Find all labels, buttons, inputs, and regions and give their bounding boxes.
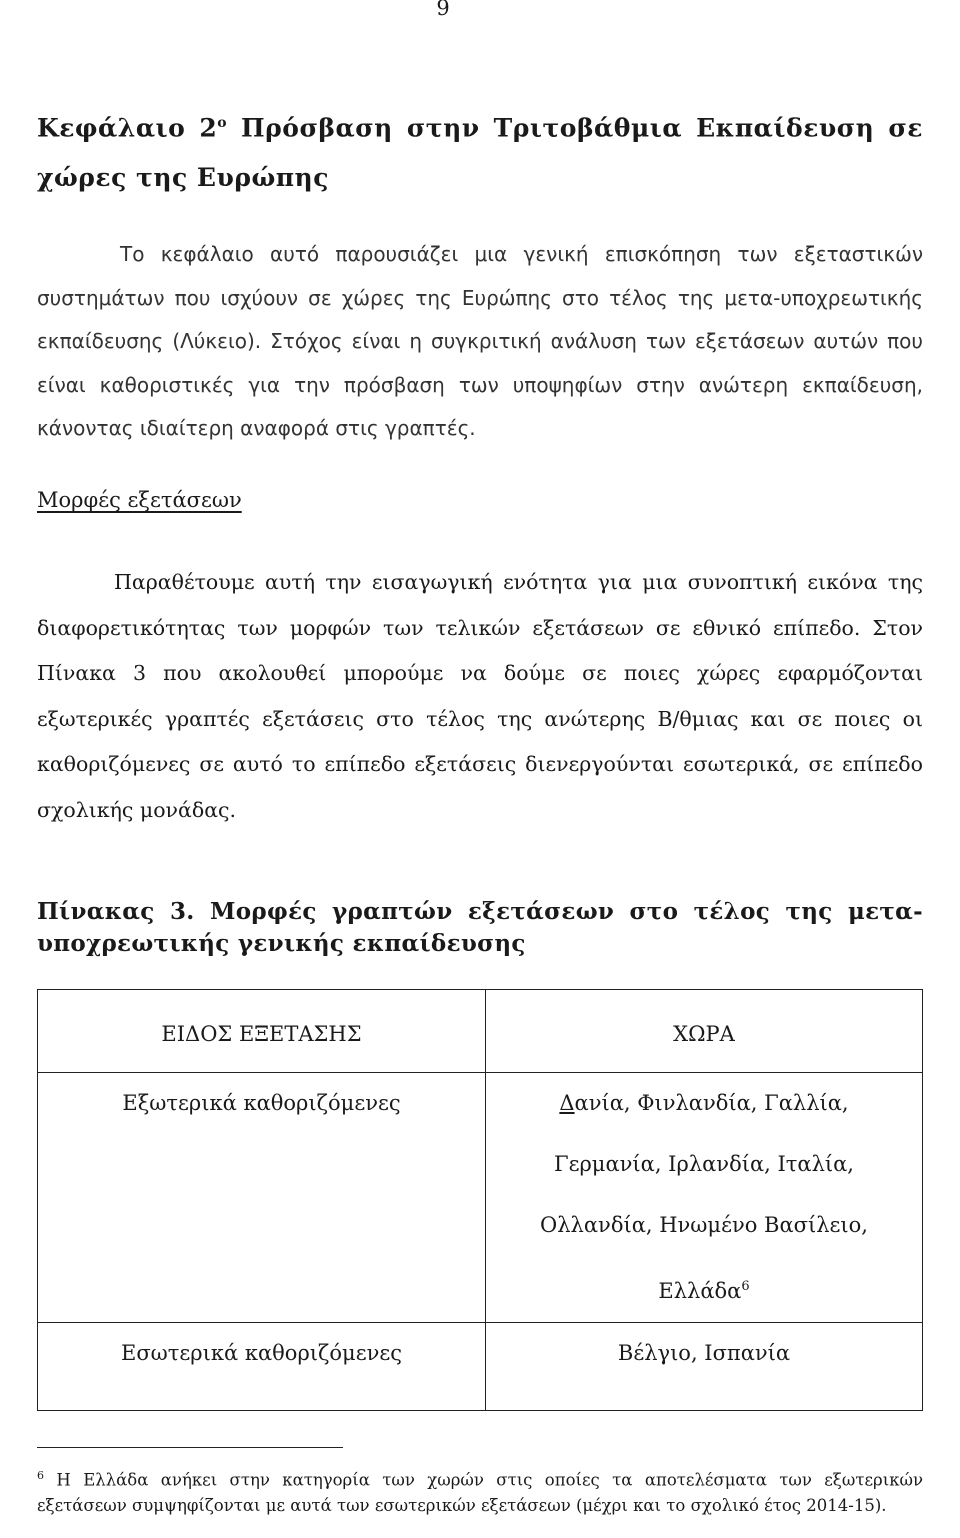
table-caption: Πίνακας 3. Μορφές γραπτών εξετάσεων στο τέλος της μετα-υποχρεωτικής γενικής εκπαίδευσης bbox=[37, 898, 923, 957]
body-paragraph: Παραθέτουμε αυτή την εισαγωγική ενότητα για μια συνοπτική εικόνα της διαφορετικότητας των μορφών των τελικών εξετάσεων σε εθνικό επίπεδο. Στον Πίνακα 3 που ακολουθεί μπορούμε να δούμε σε ποιες χώρες εφαρμόζονται εξωτερικές γραπτές εξετάσεις στο τέλος της ανώτερης Β/θμιας και σε ποιες οι καθοριζόμενες σε αυτό το επίπεδο εξετάσεις διενεργούνται εσωτερικά, σε επίπεδο σχολικής μονάδας. bbox=[37, 570, 923, 822]
exam-types-table bbox=[37, 989, 923, 1411]
cell-exam-type: Εξωτερικά καθοριζόμενες bbox=[38, 1073, 486, 1323]
header-exam-type: ΕΙΔΟΣ ΕΞΕΤΑΣΗΣ bbox=[38, 990, 486, 1073]
table-header-row bbox=[38, 990, 923, 1073]
table-row bbox=[38, 1073, 923, 1323]
cell-exam-type: Εσωτερικά καθοριζόμενες bbox=[38, 1323, 486, 1411]
chapter-title-text: Πρόσβαση στην Τριτοβάθμια Εκπαίδευση σε χώρες της Ευρώπης bbox=[37, 113, 923, 193]
footnote-text: Η Ελλάδα ανήκει στην κατηγορία των χωρών στις οποίες τα αποτελέσματα των εξωτερικών εξετάσεων συμψηφίζονται με αυτά των εσωτερικών εξετάσεων (μέχρι και το σχολικό έτος 2014-15). bbox=[37, 1470, 923, 1515]
footnote-divider bbox=[37, 1447, 343, 1448]
countries-list: ανία, Φινλανδία, Γαλλία, Γερμανία, Ιρλανδία, Ιταλία, Ολλανδία, Ηνωμένο Βασίλειο, Ελλάδα bbox=[540, 1091, 868, 1303]
chapter-title bbox=[37, 98, 923, 203]
intro-paragraph: Το κεφάλαιο αυτό παρουσιάζει μια γενική επισκόπηση των εξεταστικών συστημάτων που ισχύουν σε χώρες της Ευρώπης στο τέλος της μετα-υποχρεωτικής εκπαίδευσης (Λύκειο). Στόχος είναι η συγκριτική ανάλυση των εξετάσεων αυτών που είναι καθοριστικές για την πρόσβαση των υποψηφίων στην ανώτερη εκπαίδευση, κάνοντας ιδιαίτερη αναφορά στις γραπτές. bbox=[37, 242, 923, 440]
footnote-marker: 6 bbox=[37, 1469, 44, 1482]
cell-countries bbox=[486, 1073, 923, 1323]
footnote bbox=[37, 1463, 923, 1518]
chapter-prefix: Κεφάλαιο 2 bbox=[37, 113, 218, 143]
chapter-ordinal: ο bbox=[217, 115, 228, 131]
header-country: ΧΩΡΑ bbox=[486, 990, 923, 1073]
cell-countries: Βέλγιο, Ισπανία bbox=[486, 1323, 923, 1411]
document-page bbox=[37, 0, 923, 1538]
countries-first-letter: Δ bbox=[559, 1091, 575, 1115]
footnote-ref: 6 bbox=[741, 1279, 750, 1294]
section-subheading: Μορφές εξετάσεων bbox=[37, 488, 242, 512]
page-number: 9 bbox=[436, 0, 450, 20]
table-row bbox=[38, 1323, 923, 1411]
